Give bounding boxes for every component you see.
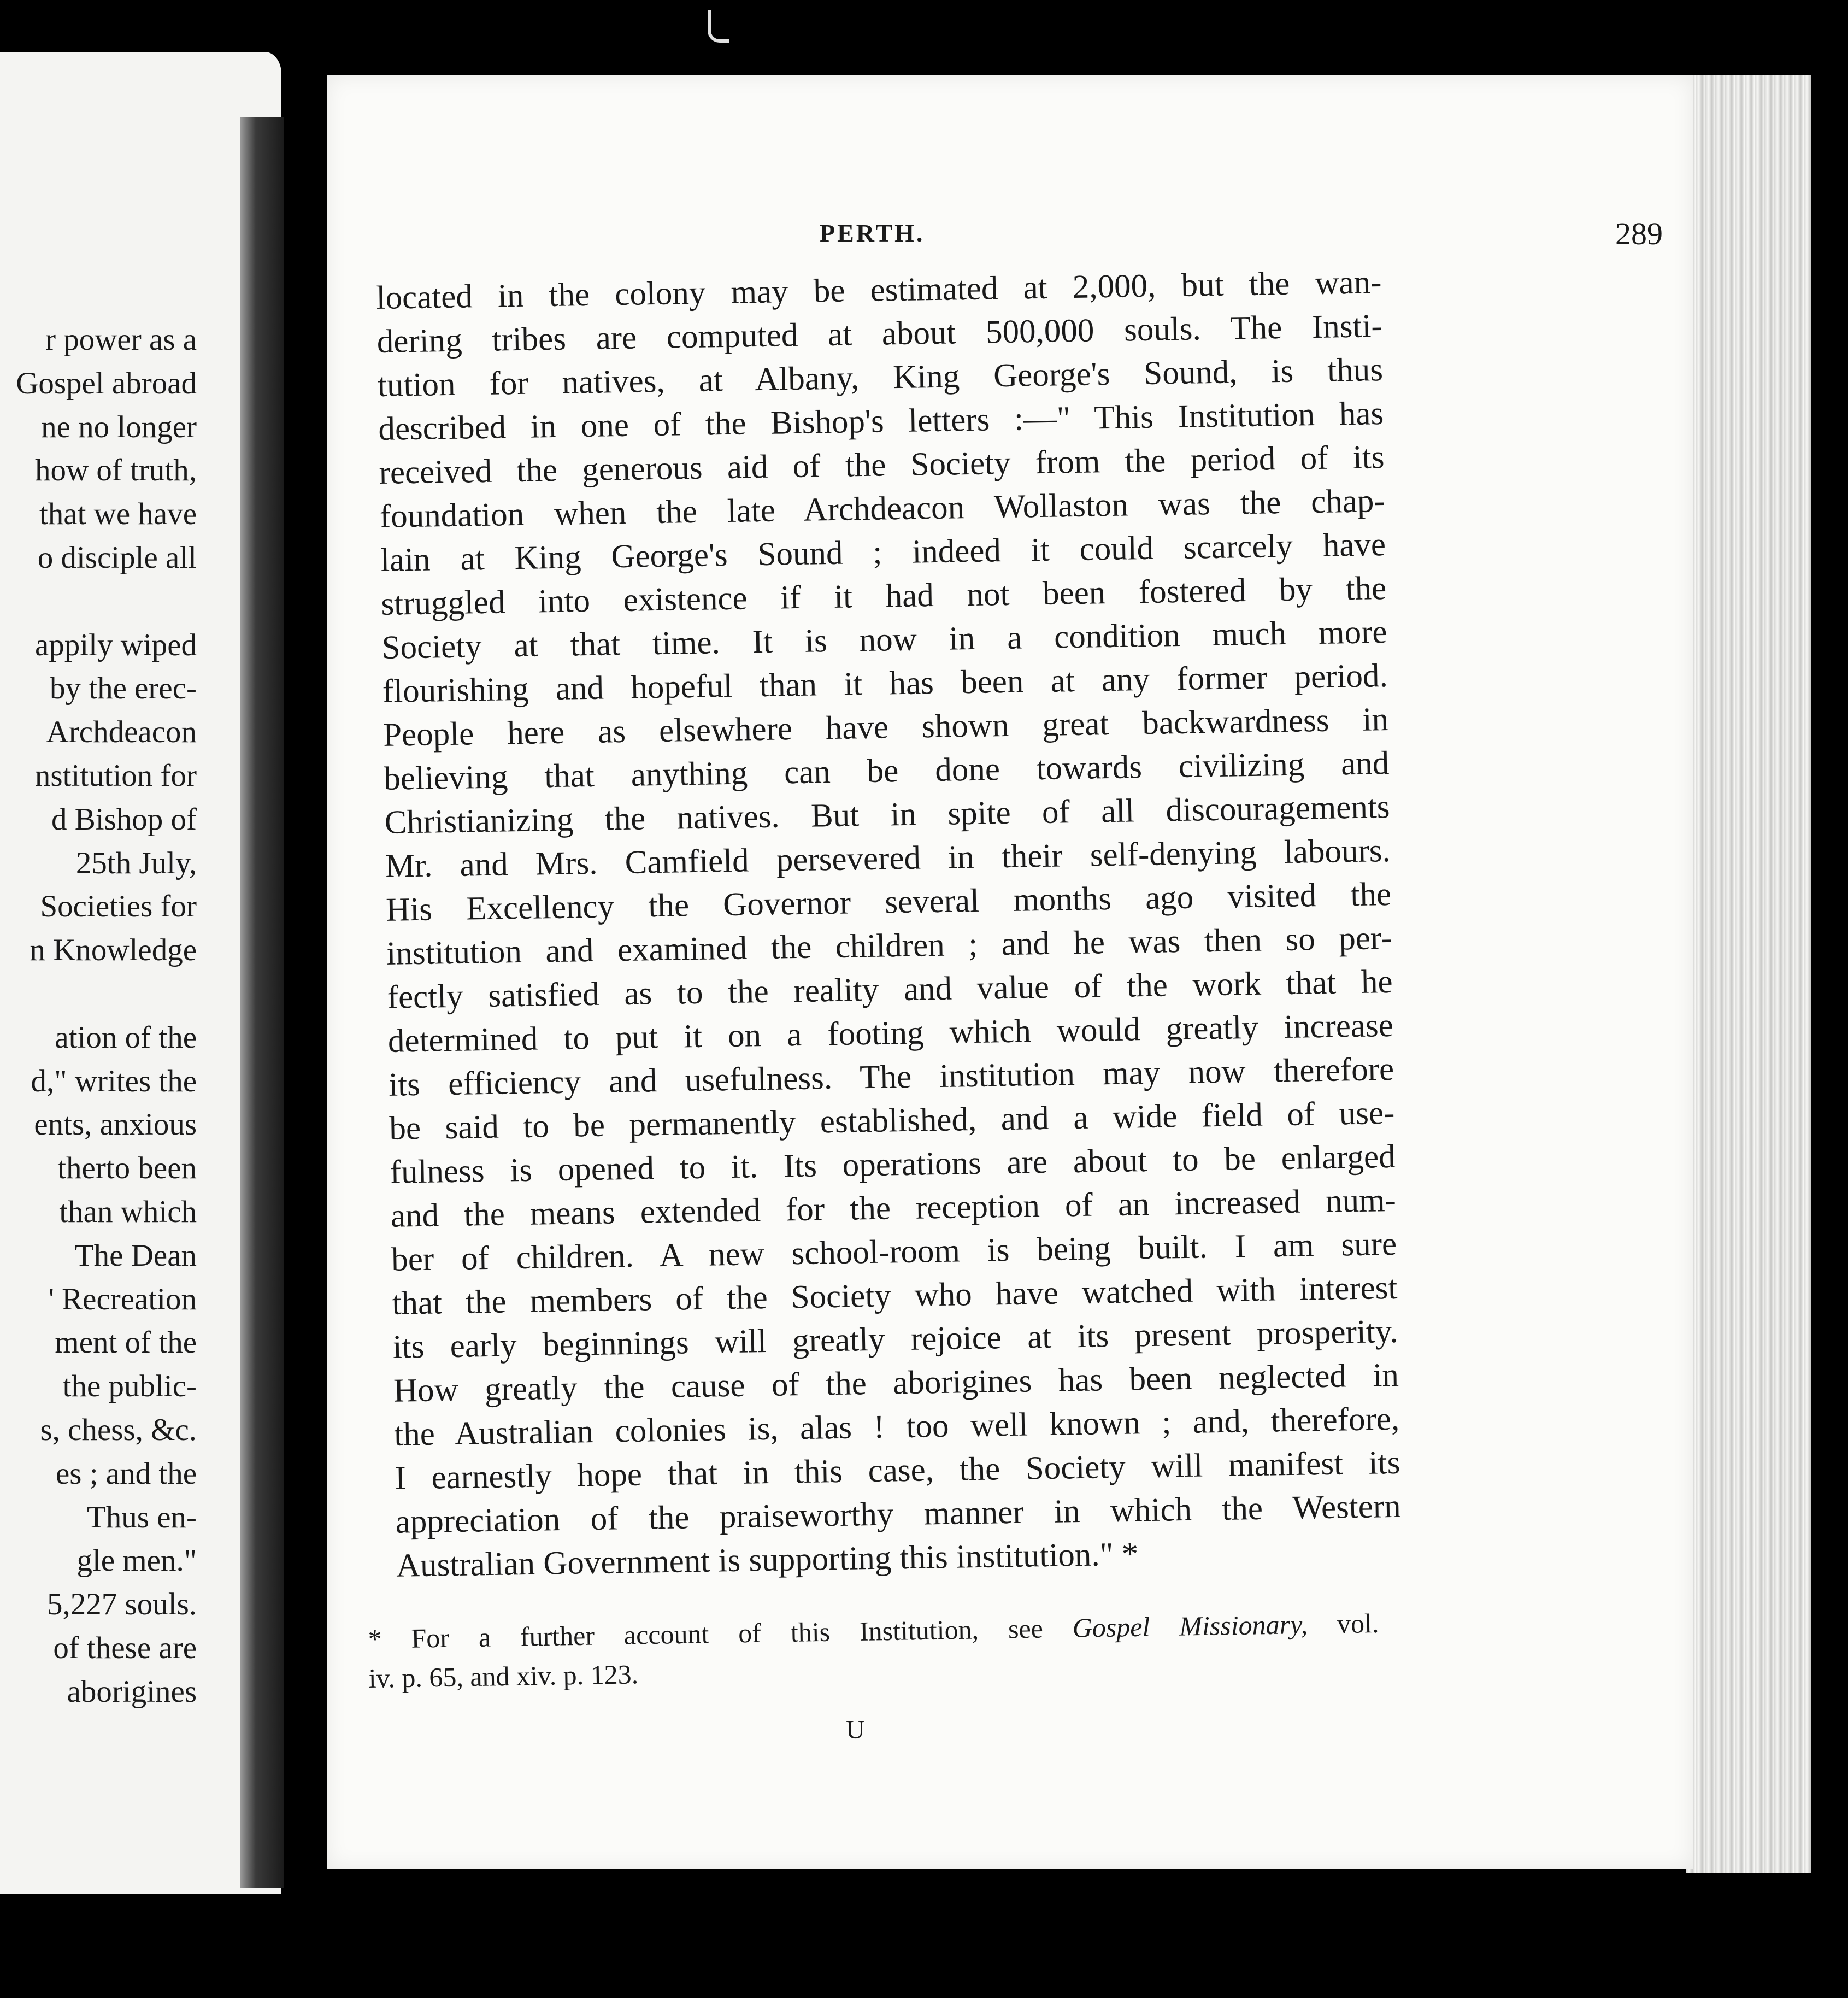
left-page-line: Societies for — [40, 889, 197, 924]
body-line: located in the colony may be estimated at 2,000, but the wan- — [376, 264, 1382, 316]
body-line: I earnestly hope that in this case, the Society will manifest its — [395, 1444, 1400, 1497]
body-line: its efficiency and usefulness. The institution may now therefore — [388, 1050, 1394, 1103]
left-page-line — [0, 972, 197, 1016]
left-page-line: of these are — [53, 1630, 197, 1665]
footnote-line: * For a further account of this Institution, see Gospel Missionary, vol. — [368, 1607, 1379, 1654]
body-line: institution and examined the children ; and he was then so per- — [386, 919, 1392, 972]
book-gutter — [240, 117, 284, 1888]
footnote-line: iv. p. 65, and xiv. p. 123. — [368, 1659, 639, 1694]
body-line: received the generous aid of the Society from the period of its — [379, 439, 1385, 491]
footnote — [368, 1603, 1380, 1698]
body-line: foundation when the late Archdeacon Wollaston was the chap- — [379, 483, 1386, 535]
body-line: ber of children. A new school-room is being built. I am sure — [391, 1225, 1397, 1278]
running-title: PERTH. — [820, 219, 925, 247]
left-page-line: by the erec- — [50, 671, 197, 706]
signature-mark: U — [846, 1715, 865, 1744]
page-number: 289 — [1615, 216, 1663, 251]
left-page-line: s, chess, &c. — [40, 1412, 197, 1447]
left-page-line: ne no longer — [41, 409, 197, 444]
left-page-line: therto been — [57, 1151, 197, 1186]
body-line: Christianizing the natives. But in spite of all discouragements — [384, 788, 1390, 841]
body-line: its early beginnings will greatly rejoice at its present prosperity. — [392, 1313, 1399, 1366]
body-line: tution for natives, at Albany, King George's Sound, is thus — [377, 351, 1384, 404]
body-line: His Excellency the Governor several months ago visited the — [385, 875, 1392, 929]
left-page-line: than which — [59, 1194, 197, 1229]
left-page-line: Gospel abroad — [16, 366, 197, 401]
body-line: flourishing and hopeful than it has been at any former period. — [382, 657, 1388, 710]
left-page-line: Archdeacon — [46, 715, 197, 750]
left-page-line — [0, 580, 197, 624]
left-page-line: n Knowledge — [30, 933, 197, 968]
left-page-line: ents, anxious — [34, 1107, 197, 1142]
body-line: Australian Government is supporting this institution." * — [396, 1536, 1139, 1584]
left-page-line: 25th July, — [75, 845, 197, 880]
left-page-line: ' Recreation — [48, 1282, 197, 1317]
left-page-line: nstitution for — [34, 758, 197, 793]
page-edges — [1686, 75, 1811, 1873]
body-line: struggled into existence if it had not been fostered by the — [380, 570, 1387, 622]
left-page-line: The Dean — [74, 1238, 197, 1273]
body-line: the Australian colonies is, alas ! too well known ; and, therefore, — [393, 1400, 1400, 1453]
scan-mark — [708, 10, 729, 43]
left-page-line: that we have — [39, 497, 197, 532]
left-page-line: 5,227 souls. — [47, 1587, 197, 1622]
left-page-line: how of truth, — [34, 453, 197, 488]
body-line: dering tribes are computed at about 500,000 souls. The Insti- — [376, 308, 1383, 360]
body-text — [376, 261, 1402, 1588]
body-line: Society at that time. It is now in a condition much more — [381, 614, 1387, 666]
right-page — [327, 75, 1693, 1869]
body-line: How greatly the cause of the aborigines has been neglected in — [393, 1356, 1399, 1409]
body-line: People here as elsewhere have shown great backwardness in — [382, 701, 1389, 754]
left-page-line: ment of the — [55, 1325, 197, 1360]
body-line: described in one of the Bishop's letters :—" This Institution has — [378, 395, 1384, 448]
left-page-text — [0, 318, 197, 1714]
left-page-line: d," writes the — [31, 1063, 197, 1098]
left-page-line: gle men." — [76, 1543, 197, 1578]
left-page-line: o disciple all — [37, 540, 197, 575]
left-page-line: appily wiped — [34, 627, 197, 662]
body-line: fectly satisfied as to the reality and value of the work that he — [387, 963, 1393, 1016]
left-page-line: ation of the — [55, 1020, 197, 1055]
body-line: believing that anything can be done towards civilizing and — [383, 744, 1390, 797]
body-line: lain at King George's Sound ; indeed it could scarcely have — [380, 526, 1386, 579]
left-page-line: Thus en- — [86, 1500, 197, 1535]
body-line: be said to be permanently established, and a wide field of use- — [389, 1094, 1395, 1147]
body-line: Mr. and Mrs. Camfield persevered in their self-denying labours. — [385, 832, 1391, 885]
body-line: determined to put it on a footing which would greatly increase — [387, 1007, 1394, 1060]
body-line: that the members of the Society who have watched with interest — [391, 1269, 1398, 1322]
running-head — [327, 216, 1693, 262]
left-page — [0, 52, 281, 1894]
left-page-line: r power as a — [45, 322, 197, 357]
body-line: fulness is opened to it. Its operations are about to be enlarged — [390, 1138, 1396, 1191]
left-page-line: the public- — [62, 1369, 197, 1404]
left-page-line: es ; and the — [55, 1456, 197, 1491]
body-line: and the means extended for the reception of an increased num- — [390, 1182, 1397, 1235]
footnote-italic-title: Gospel Missionary, — [1072, 1608, 1308, 1643]
left-page-line: aborigines — [67, 1674, 197, 1709]
left-page-line: d Bishop of — [51, 802, 197, 837]
body-line: appreciation of the praiseworthy manner in which the Western — [395, 1488, 1402, 1541]
